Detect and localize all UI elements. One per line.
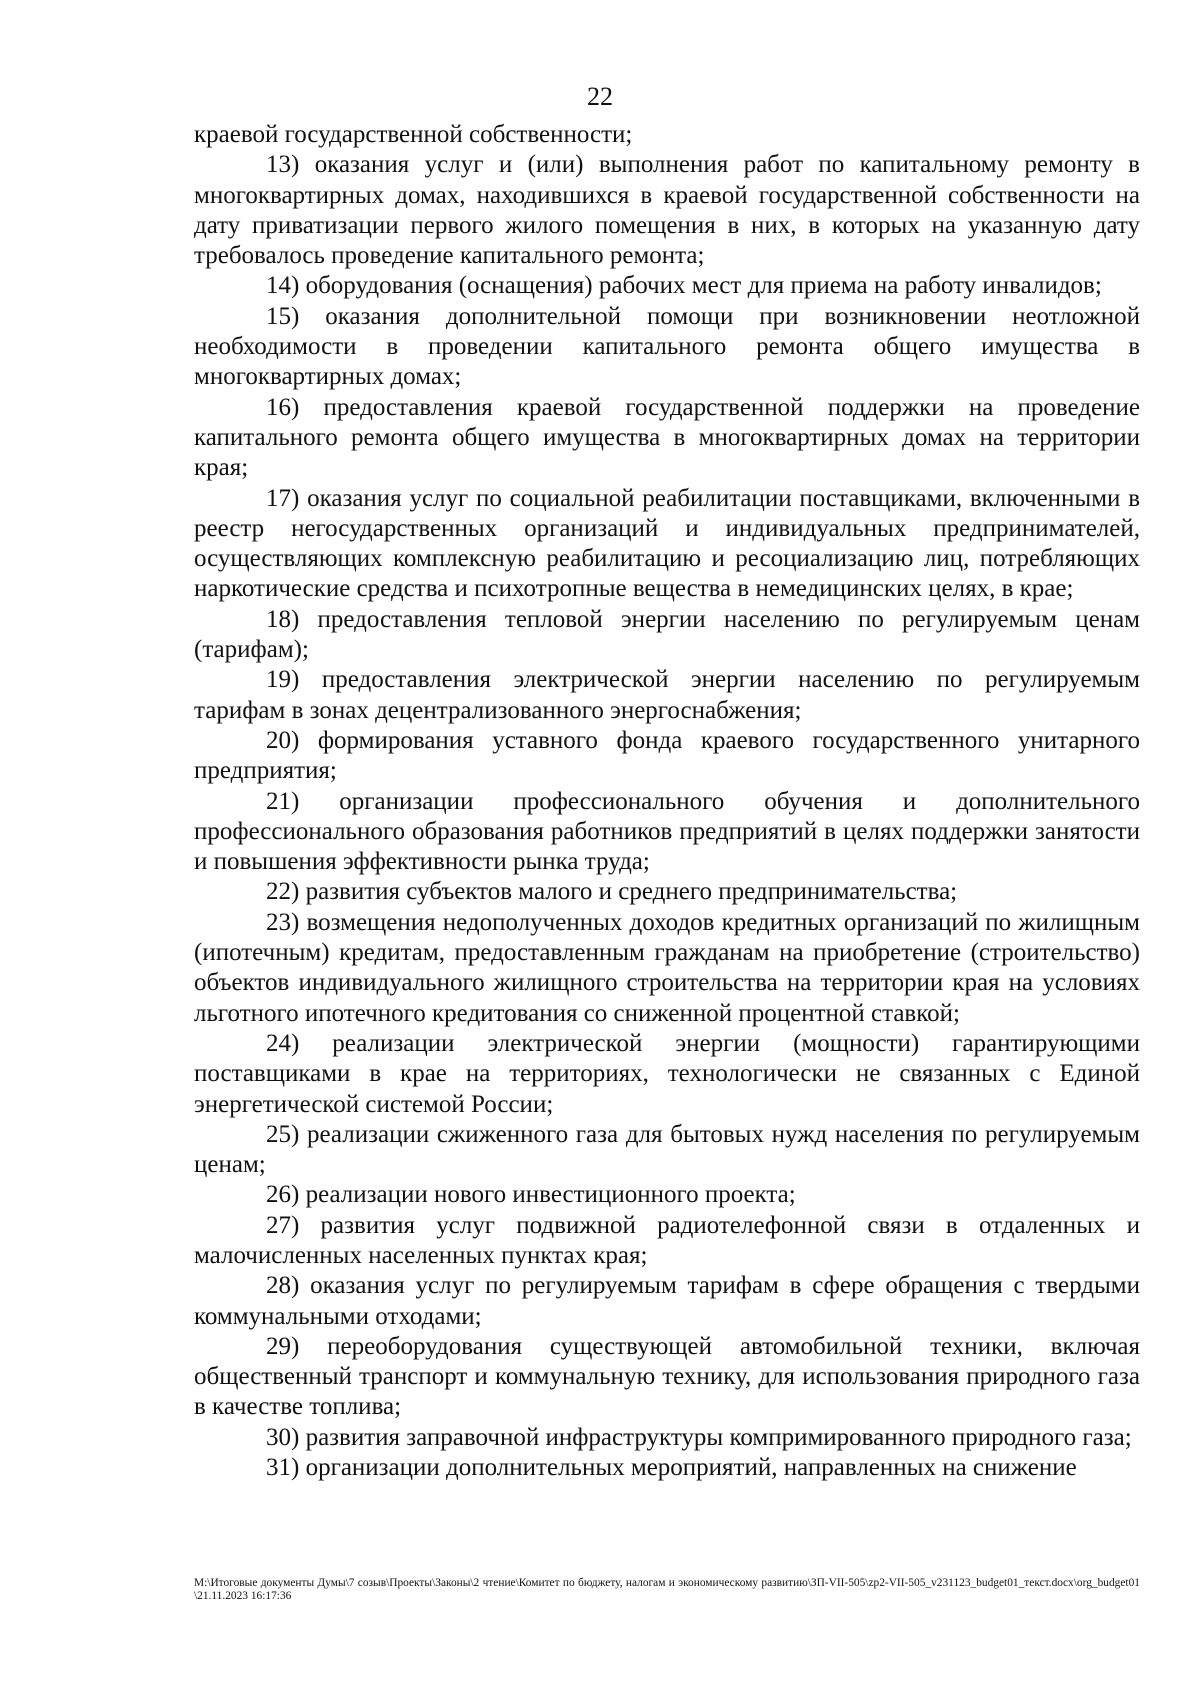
paragraph-item-27: 27) развития услуг подвижной радиотелефонной связи в отдаленных и малочисленных населенных пунктах края; bbox=[194, 1211, 1140, 1269]
file-path-footer: M:\Итоговые документы Думы\7 созыв\Проекты\Законы\2 чтение\Комитет по бюджету, налогам и экономическому развитию\ЗП-VII-505\zp2-VII-505_v231123_budget01_текст.docx\org_budget01\21.11.2023 16:17:36 bbox=[194, 1577, 1140, 1602]
paragraph-item-21: 21) организации профессионального обучения и дополнительного профессионального образования работников предприятий в целях поддержки занятости и повышения эффективности рынка труда; bbox=[194, 787, 1140, 876]
paragraph-item-18: 18) предоставления тепловой энергии населению по регулируемым ценам (тарифам); bbox=[194, 605, 1140, 664]
paragraph-item-31: 31) организации дополнительных мероприятий, направленных на снижение bbox=[266, 1454, 1077, 1482]
paragraph-item-25: 25) реализации сжиженного газа для бытовых нужд населения по регулируемым ценам; bbox=[194, 1120, 1140, 1179]
paragraph-item-15: 15) оказания дополнительной помощи при возникновении неотложной необходимости в проведении капитального ремонта общего имущества в многоквартирных домах; bbox=[194, 302, 1140, 391]
paragraph-item-17: 17) оказания услуг по социальной реабилитации поставщиками, включенными в реестр негосударственных организаций и индивидуальных предпринимателей, осуществляющих комплексную реабилитацию и ресоциализацию лиц, потребляющих наркотические средства и психотропные вещества в немедицинских целях, в крае; bbox=[194, 484, 1140, 603]
paragraph-continuation: краевой государственной собственности; bbox=[194, 121, 633, 148]
paragraph-item-28: 28) оказания услуг по регулируемым тарифам в сфере обращения с твердыми коммунальными отходами; bbox=[194, 1272, 1140, 1330]
page-number: 22 bbox=[587, 82, 613, 111]
paragraph-item-22: 22) развития субъектов малого и среднего предпринимательства; bbox=[266, 878, 958, 906]
paragraph-item-23: 23) возмещения недополученных доходов кредитных организаций по жилищным (ипотечным) кредитам, предоставленным гражданам на приобретение (строительство) объектов индивидуального жилищного строительства на территории края на условиях льготного ипотечного кредитования со сниженной процентной ставкой; bbox=[194, 908, 1140, 1027]
paragraph-item-19: 19) предоставления электрической энергии населению по регулируемым тарифам в зонах децентрализованного энергоснабжения; bbox=[194, 666, 1140, 724]
document-body bbox=[194, 120, 1140, 1483]
paragraph-item-14: 14) оборудования (оснащения) рабочих мест для приема на работу инвалидов; bbox=[266, 272, 1102, 300]
paragraph-item-26: 26) реализации нового инвестиционного проекта; bbox=[266, 1181, 796, 1209]
paragraph-item-16: 16) предоставления краевой государственной поддержки на проведение капитального ремонта общего имущества в многоквартирных домах на территории края; bbox=[194, 393, 1140, 482]
paragraph-item-13: 13) оказания услуг и (или) выполнения работ по капитальному ремонту в многоквартирных домах, находившихся в краевой государственной собственности на дату приватизации первого жилого помещения в них, в которых на указанную дату требовалось проведение капитального ремонта; bbox=[194, 151, 1140, 270]
paragraph-item-20: 20) формирования уставного фонда краевого государственного унитарного предприятия; bbox=[194, 726, 1140, 785]
paragraph-item-24: 24) реализации электрической энергии (мощности) гарантирующими поставщиками в крае на территориях, технологически не связанных с Единой энергетической системой России; bbox=[194, 1029, 1140, 1118]
paragraph-item-29: 29) переоборудования существующей автомобильной техники, включая общественный транспорт и коммунальную технику, для использования природного газа в качестве топлива; bbox=[194, 1332, 1140, 1421]
paragraph-item-30: 30) развития заправочной инфраструктуры компримированного природного газа; bbox=[266, 1423, 1132, 1451]
